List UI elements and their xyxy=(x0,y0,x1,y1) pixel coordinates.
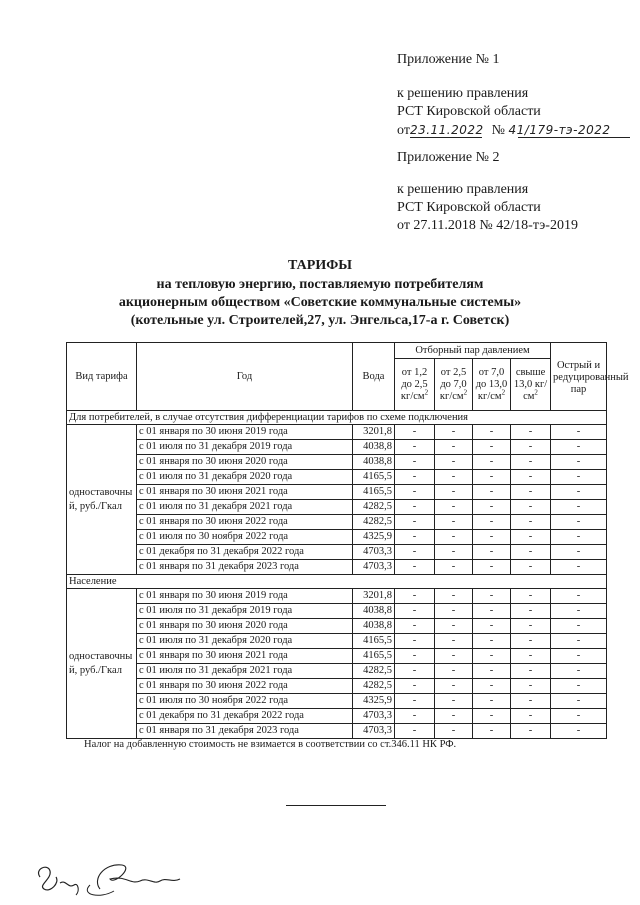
date-underline xyxy=(410,137,482,138)
p1-cell: - xyxy=(395,649,435,664)
p2-cell: - xyxy=(435,634,473,649)
table-row xyxy=(67,679,607,694)
p3-cell: - xyxy=(473,425,511,440)
p1-cell: - xyxy=(395,545,435,560)
p4-cell: - xyxy=(511,649,551,664)
water-cell: 4165,5 xyxy=(353,634,395,649)
live-cell: - xyxy=(551,694,607,709)
live-cell: - xyxy=(551,500,607,515)
p1-cell: - xyxy=(395,634,435,649)
appendix-1-number: 41/179-тэ-2022 xyxy=(508,123,611,137)
p1-cell: - xyxy=(395,470,435,485)
p3-cell: - xyxy=(473,619,511,634)
header-pressure-1: от 1,2 до 2,5 $кг/см^2$ xyxy=(395,359,435,411)
appendix-2-line-2: РСТ Кировской области xyxy=(397,200,541,215)
live-cell: - xyxy=(551,649,607,664)
period-cell: с 01 января по 31 декабря 2023 года xyxy=(137,724,353,739)
p4-cell: - xyxy=(511,440,551,455)
p4-cell: - xyxy=(511,664,551,679)
period-cell: с 01 января по 30 июня 2021 года xyxy=(137,649,353,664)
live-cell: - xyxy=(551,589,607,604)
table-row xyxy=(67,649,607,664)
period-cell: с 01 июля по 30 ноября 2022 года xyxy=(137,694,353,709)
p1-cell: - xyxy=(395,724,435,739)
live-cell: - xyxy=(551,664,607,679)
p3-cell: - xyxy=(473,470,511,485)
water-cell: 4282,5 xyxy=(353,664,395,679)
period-cell: с 01 января по 30 июня 2022 года xyxy=(137,679,353,694)
table-row xyxy=(67,619,607,634)
period-cell: с 01 июля по 31 декабря 2019 года xyxy=(137,440,353,455)
water-cell: 4703,3 xyxy=(353,724,395,739)
title-line-3: (котельные ул. Строителей,27, ул. Энгельса,17-а г. Советск) xyxy=(130,313,510,328)
p4-cell: - xyxy=(511,425,551,440)
p2-cell: - xyxy=(435,425,473,440)
header-year: Год xyxy=(137,343,353,411)
header-extraction-steam: Отборный пар давлением xyxy=(395,343,551,359)
water-cell: 4703,3 xyxy=(353,545,395,560)
p1-cell: - xyxy=(395,679,435,694)
p4-cell: - xyxy=(511,634,551,649)
live-cell: - xyxy=(551,440,607,455)
period-cell: с 01 июля по 31 декабря 2019 года xyxy=(137,604,353,619)
live-cell: - xyxy=(551,634,607,649)
number-underline xyxy=(518,137,630,138)
separator-line xyxy=(286,805,386,806)
p4-cell: - xyxy=(511,709,551,724)
title-line-1: на тепловую энергию, поставляемую потребителям xyxy=(156,277,484,292)
p2-cell: - xyxy=(435,470,473,485)
p4-cell: - xyxy=(511,589,551,604)
water-cell: 3201,8 xyxy=(353,425,395,440)
live-cell: - xyxy=(551,425,607,440)
live-cell: - xyxy=(551,530,607,545)
p2-cell: - xyxy=(435,724,473,739)
live-cell: - xyxy=(551,679,607,694)
water-cell: 4165,5 xyxy=(353,649,395,664)
water-cell: 4165,5 xyxy=(353,470,395,485)
live-cell: - xyxy=(551,724,607,739)
period-cell: с 01 июля по 31 декабря 2021 года xyxy=(137,500,353,515)
live-cell: - xyxy=(551,545,607,560)
p2-cell: - xyxy=(435,679,473,694)
p2-cell: - xyxy=(435,694,473,709)
tariff-type-cell: одноставочный, руб./Гкал xyxy=(67,589,137,739)
table-row xyxy=(67,709,607,724)
period-cell: с 01 июля по 31 декабря 2020 года xyxy=(137,470,353,485)
p1-cell: - xyxy=(395,425,435,440)
water-cell: 4038,8 xyxy=(353,604,395,619)
p3-cell: - xyxy=(473,679,511,694)
p2-cell: - xyxy=(435,530,473,545)
water-cell: 4325,9 xyxy=(353,530,395,545)
header-tariff-type: Вид тарифа xyxy=(67,343,137,411)
table-row xyxy=(67,634,607,649)
p1-cell: - xyxy=(395,589,435,604)
appendix-2-title: Приложение № 2 xyxy=(397,150,500,165)
p3-cell: - xyxy=(473,724,511,739)
p2-cell: - xyxy=(435,545,473,560)
appendix-1-no: № xyxy=(491,123,506,138)
p3-cell: - xyxy=(473,694,511,709)
period-cell: с 01 января по 30 июня 2020 года xyxy=(137,455,353,470)
p1-cell: - xyxy=(395,619,435,634)
appendix-1-date: 23.11.2022 xyxy=(409,123,484,137)
p4-cell: - xyxy=(511,515,551,530)
p1-cell: - xyxy=(395,709,435,724)
p4-cell: - xyxy=(511,724,551,739)
appendix-1-line-1: к решению правления xyxy=(397,86,529,101)
water-cell: 4038,8 xyxy=(353,619,395,634)
p2-cell: - xyxy=(435,664,473,679)
period-cell: с 01 июля по 31 декабря 2020 года xyxy=(137,634,353,649)
tariff-table xyxy=(66,342,629,739)
header-live-steam: Острый и редуцированный пар xyxy=(551,343,607,411)
p3-cell: - xyxy=(473,634,511,649)
table-row xyxy=(67,694,607,709)
water-cell: 4282,5 xyxy=(353,515,395,530)
live-cell: - xyxy=(551,515,607,530)
signature-image xyxy=(30,855,190,900)
p2-cell: - xyxy=(435,604,473,619)
p1-cell: - xyxy=(395,500,435,515)
appendix-1-ot: от xyxy=(397,123,410,138)
period-cell: с 01 июля по 30 ноября 2022 года xyxy=(137,530,353,545)
p3-cell: - xyxy=(473,649,511,664)
p1-cell: - xyxy=(395,560,435,575)
period-cell: с 01 января по 30 июня 2019 года xyxy=(137,589,353,604)
p4-cell: - xyxy=(511,619,551,634)
live-cell: - xyxy=(551,709,607,724)
appendix-2-line-3: от 27.11.2018 № 42/18-тэ-2019 xyxy=(397,218,578,233)
table-row xyxy=(67,604,607,619)
section-title: Население xyxy=(67,575,607,589)
vat-note: Налог на добавленную стоимость не взимается в соответствии со ст.346.11 НК РФ. xyxy=(84,739,457,750)
p3-cell: - xyxy=(473,709,511,724)
live-cell: - xyxy=(551,560,607,575)
p1-cell: - xyxy=(395,604,435,619)
p2-cell: - xyxy=(435,560,473,575)
p4-cell: - xyxy=(511,530,551,545)
p4-cell: - xyxy=(511,485,551,500)
water-cell: 4165,5 xyxy=(353,485,395,500)
p1-cell: - xyxy=(395,440,435,455)
table-row xyxy=(67,560,607,575)
period-cell: с 01 января по 30 июня 2021 года xyxy=(137,485,353,500)
appendix-1-title: Приложение № 1 xyxy=(397,52,500,67)
p4-cell: - xyxy=(511,679,551,694)
section-title: Для потребителей, в случае отсутствия дифференциации тарифов по схеме подключения xyxy=(67,411,607,425)
period-cell: с 01 января по 30 июня 2020 года xyxy=(137,619,353,634)
p2-cell: - xyxy=(435,515,473,530)
header-pressure-3: от 7,0 до 13,0 $кг/см^2$ xyxy=(473,359,511,411)
table-row xyxy=(67,664,607,679)
table-row xyxy=(67,530,607,545)
p4-cell: - xyxy=(511,604,551,619)
p4-cell: - xyxy=(511,694,551,709)
title-line-2: акционерным обществом «Советские коммунальные системы» xyxy=(118,295,522,310)
header-pressure-4: свыше 13,0 $кг/см^2$ xyxy=(511,359,551,411)
p2-cell: - xyxy=(435,455,473,470)
table-row xyxy=(67,425,607,440)
live-cell: - xyxy=(551,455,607,470)
tariff-type-cell: одноставочный, руб./Гкал xyxy=(67,425,137,575)
live-cell: - xyxy=(551,604,607,619)
p3-cell: - xyxy=(473,604,511,619)
p3-cell: - xyxy=(473,485,511,500)
period-cell: с 01 июля по 31 декабря 2021 года xyxy=(137,664,353,679)
p1-cell: - xyxy=(395,515,435,530)
water-cell: 4282,5 xyxy=(353,500,395,515)
p4-cell: - xyxy=(511,560,551,575)
p4-cell: - xyxy=(511,545,551,560)
live-cell: - xyxy=(551,485,607,500)
live-cell: - xyxy=(551,619,607,634)
water-cell: 3201,8 xyxy=(353,589,395,604)
section-row xyxy=(67,575,607,589)
p1-cell: - xyxy=(395,530,435,545)
table-row xyxy=(67,455,607,470)
water-cell: 4282,5 xyxy=(353,679,395,694)
p3-cell: - xyxy=(473,560,511,575)
period-cell: с 01 декабря по 31 декабря 2022 года xyxy=(137,709,353,724)
p2-cell: - xyxy=(435,485,473,500)
table-row xyxy=(67,589,607,604)
tariff-table-body xyxy=(67,411,607,739)
p1-cell: - xyxy=(395,694,435,709)
table-row xyxy=(67,440,607,455)
live-cell: - xyxy=(551,470,607,485)
p3-cell: - xyxy=(473,455,511,470)
p4-cell: - xyxy=(511,455,551,470)
p3-cell: - xyxy=(473,440,511,455)
water-cell: 4703,3 xyxy=(353,709,395,724)
table-row xyxy=(67,470,607,485)
p3-cell: - xyxy=(473,500,511,515)
p2-cell: - xyxy=(435,649,473,664)
water-cell: 4325,9 xyxy=(353,694,395,709)
table-row xyxy=(67,545,607,560)
table-row xyxy=(67,485,607,500)
p1-cell: - xyxy=(395,664,435,679)
period-cell: с 01 января по 31 декабря 2023 года xyxy=(137,560,353,575)
p3-cell: - xyxy=(473,530,511,545)
water-cell: 4038,8 xyxy=(353,455,395,470)
section-row xyxy=(67,411,607,425)
p3-cell: - xyxy=(473,589,511,604)
header-water: Вода xyxy=(353,343,395,411)
p2-cell: - xyxy=(435,619,473,634)
water-cell: 4703,3 xyxy=(353,560,395,575)
p1-cell: - xyxy=(395,485,435,500)
table-row xyxy=(67,515,607,530)
table-row xyxy=(67,500,607,515)
p2-cell: - xyxy=(435,589,473,604)
p3-cell: - xyxy=(473,545,511,560)
p4-cell: - xyxy=(511,500,551,515)
table-row xyxy=(67,724,607,739)
period-cell: с 01 января по 30 июня 2019 года xyxy=(137,425,353,440)
p2-cell: - xyxy=(435,440,473,455)
p3-cell: - xyxy=(473,664,511,679)
p2-cell: - xyxy=(435,500,473,515)
p1-cell: - xyxy=(395,455,435,470)
appendix-1-line-2: РСТ Кировской области xyxy=(397,104,541,119)
p2-cell: - xyxy=(435,709,473,724)
period-cell: с 01 января по 30 июня 2022 года xyxy=(137,515,353,530)
period-cell: с 01 декабря по 31 декабря 2022 года xyxy=(137,545,353,560)
appendix-2-line-1: к решению правления xyxy=(397,182,529,197)
document-title: ТАРИФЫ xyxy=(288,258,352,273)
water-cell: 4038,8 xyxy=(353,440,395,455)
p3-cell: - xyxy=(473,515,511,530)
header-pressure-2: от 2,5 до 7,0 $кг/см^2$ xyxy=(435,359,473,411)
p4-cell: - xyxy=(511,470,551,485)
